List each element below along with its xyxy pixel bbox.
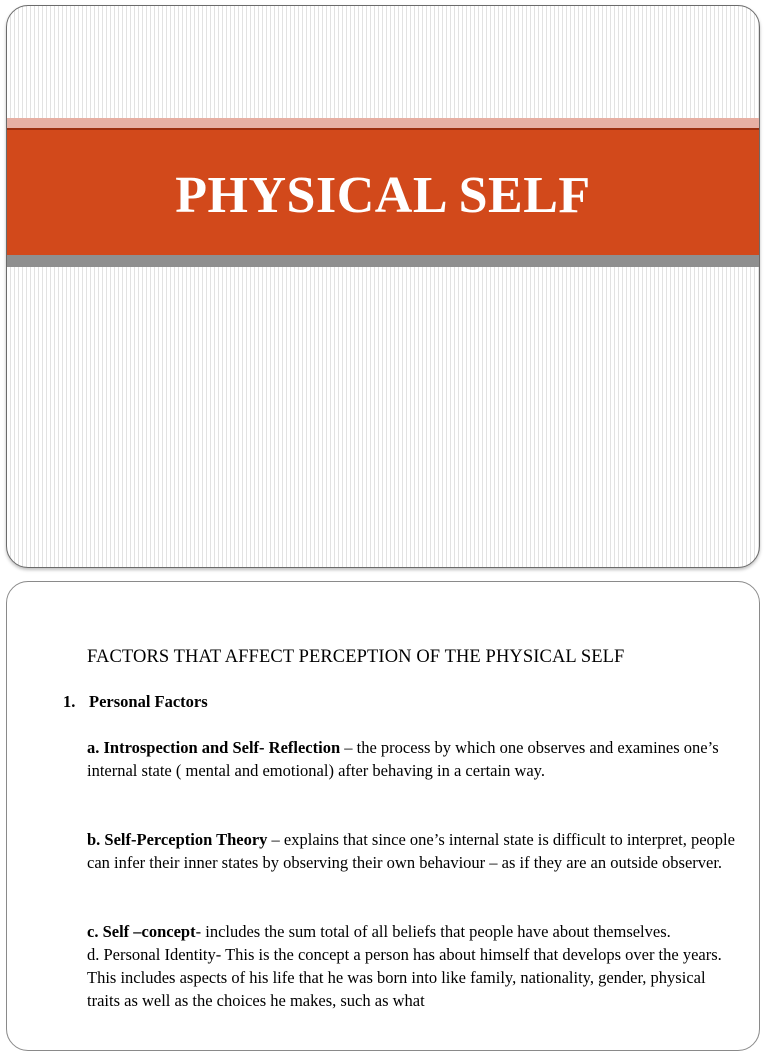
- definition-self-perception: – explains that since one’s internal state is difficult to interpret, people can infer their inner states by observing their own behaviour – as if they are an outside observer.: [87, 830, 735, 872]
- title-band-top: [7, 118, 759, 128]
- term-self-concept: c. Self –concept: [87, 922, 196, 941]
- paragraph-self-perception: [87, 828, 737, 874]
- paragraph-introspection: [87, 736, 737, 782]
- content-slide: [6, 581, 760, 1051]
- list-number: 1.: [63, 692, 76, 711]
- term-self-perception: b. Self-Perception Theory: [87, 830, 268, 849]
- definition-self-concept: - includes the sum total of all beliefs that people have about themselves.: [195, 922, 671, 941]
- term-introspection: a. Introspection and Self- Reflection: [87, 738, 341, 757]
- paragraph-personal-identity: d. Personal Identity- This is the concept a person has about himself that develops over the years. This includes aspects of his life that he was born into like family, nationality, gender, physical traits as well as the choices he makes, such as what: [87, 945, 722, 1010]
- slide-title: PHYSICAL SELF: [175, 167, 591, 224]
- title-band: [7, 128, 759, 255]
- title-band-bottom: [7, 255, 759, 267]
- list-heading: Personal Factors: [89, 692, 208, 711]
- paragraph-self-concept: [87, 920, 737, 1012]
- title-slide: [6, 5, 760, 568]
- definition-introspection: – the process by which one observes and examines one’s internal state ( mental and emotional) after behaving in a certain way.: [87, 738, 719, 780]
- slide-heading: FACTORS THAT AFFECT PERCEPTION OF THE PHYSICAL SELF: [87, 647, 625, 667]
